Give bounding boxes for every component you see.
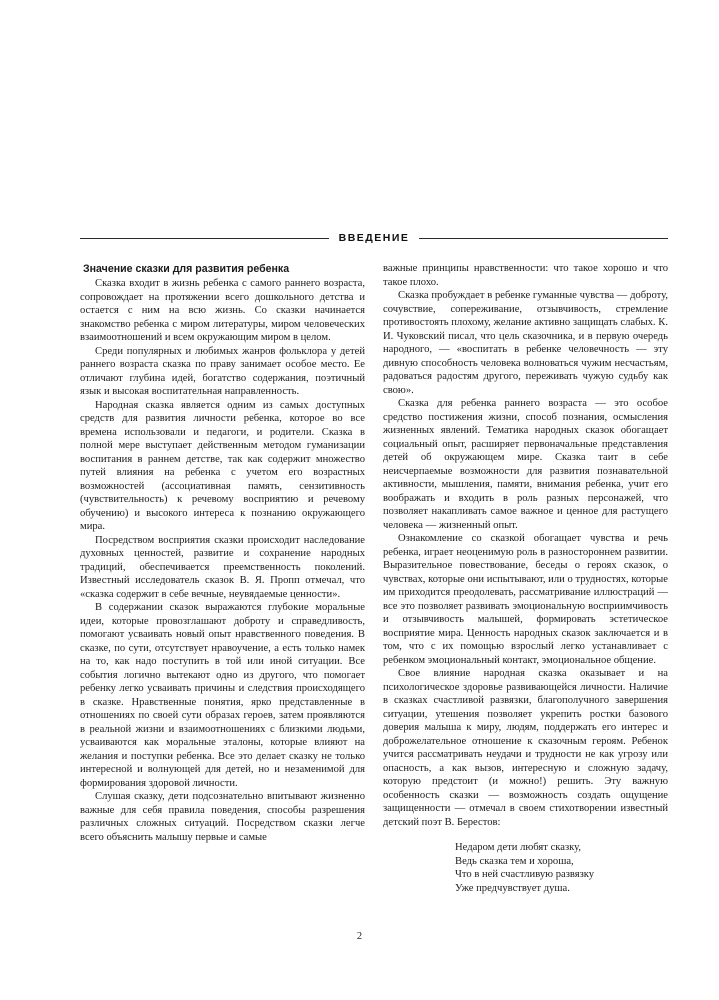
poem-line: Уже предчувствует душа. — [455, 882, 570, 894]
paragraph-continuation: важные принципы нравственности: что такое хорошо и что такое плохо. — [383, 263, 668, 288]
paragraph: Ознакомление со сказкой обогащает чувства и речь ребенка, играет неоценимую роль в разностороннем развитии. Выразительное повествование, беседы о героях сказок, о чувствах, которые они испытывают, или о трудностях, которые им приходится преодолевать, рассматривание иллюстраций — все это позволяет развивать эмоциональную восприимчивость и отзывчивость малышей, формировать эстетическое восприятие мира. Ценность народных сказок заключается и в том, что с их помощью взрослый легко устанавливает с ребенком эмоциональный контакт, эмоциональное общение. — [383, 533, 668, 666]
poem-line: Недаром дети любят сказку, — [455, 842, 582, 853]
paragraph: Сказка пробуждает в ребенке гуманные чувства — доброту, сочувствие, сопереживание, отзывчивость, стремление противостоять плохому, желание активно защищать слабых. К. И. Чуковский писал, что цель сказочника, и в первую очередь народного, — «воспитать в ребенке человечность — эту дивную способность человека волноваться чужим несчастьям, радоваться радостям другого, переживать чужую судьбу как свою». — [383, 290, 668, 396]
paragraph: Народная сказка является одним из самых доступных средств для развития личности ребенка, которое во все времена использовали и педагоги, и родители. Сказка в полной мере выступает действенным методом гуманизации воспитания в раннем детстве, так как содержит множество путей влияния на ребенка с учетом его возрастных возможностей (ассоциативная память, сензитивность (чувствительность) к речевому восприятию и речевому обучению) и высокого интереса к познанию окружающего мира. — [80, 399, 365, 532]
header-rule-right — [419, 238, 668, 239]
page-content — [80, 231, 668, 895]
paragraph: Посредством восприятия сказки происходит наследование духовных ценностей, развитие и сохранение народных традиций, обеспечивается преемственность поколений. Известный исследователь сказок В. Я. Пропп отмечал, что «сказка содержит в себе вечные, неувядаемые ценности». — [80, 534, 365, 600]
paragraph: Сказка для ребенка раннего возраста — это особое средство постижения жизни, способ познания, осмысления жизненных явлений. Тематика народных сказок обогащает социальный опыт, расширяет первоначальные представления детей об окружающем мире. Сказка таит в себе неисчерпаемые возможности для развития познавательной активности, мышления, памяти, внимания ребенка, учит его воображать и входить в роль разных персонажей, что позволяет накапливать самое важное и ценное для растущего человека — жизненный опыт. — [383, 398, 668, 531]
two-column-text — [80, 262, 668, 895]
paragraph: Свое влияние народная сказка оказывает и на психологическое здоровье развивающейся личности. Наличие в сказках счастливой развязки, благополучного завершения ситуации, утешения позволяет укрепить ростки базового доверия малыша к миру, людям, поддержать его интерес и доброжелательное отношение к сказочным героям. Ребенок учится рассматривать неудачи и трудности не как угрозу или опасность, а как вызов, интересную и сложную задачу, которую предстоит (и можно!) решить. Эту важную особенность сказки — возможность создать ощущение защищенности — отмечал в своем стихотворении известный детский поэт В. Берестов: — [383, 668, 668, 828]
left-column — [80, 262, 365, 895]
paragraph: Сказка входит в жизнь ребенка с самого раннего возраста, сопровождает на протяжении всего дошкольного детства и остается с ним на всю жизнь. Со сказки начинается знакомство ребенка с миром литературы, миром человеческих взаимоотношений и всем окружающим миром в целом. — [80, 278, 365, 343]
page-number: 2 — [356, 931, 363, 942]
poem — [455, 841, 668, 895]
chapter-heading: Значение сказки для развития ребенка — [83, 263, 290, 275]
header-rule-left — [80, 238, 329, 239]
poem-line: Ведь сказка тем и хороша, — [455, 855, 574, 867]
paragraph: В содержании сказок выражаются глубокие моральные идеи, которые провозглашают доброту и справедливость, помогают усваивать новый опыт нравственного поведения. В сказке, по сути, отсутствует нравоучение, а есть только намек на то, как надо поступить в той или иной ситуации. Все события логично вытекают одно из другого, что помогает ребенку легко усваивать причины и следствия происходящего в сказке. Нравственные понятия, ярко представленные в отношениях по своей сути образах героев, затем проявляются в реальной жизни и взаимоотношениях с близкими людьми, усваиваются как моральные эталоны, которые влияют на желания и поступки ребенка. Все это делает сказку не только интересной и волнующей для детей, но и незаменимой для формирования здоровой личности. — [80, 602, 365, 789]
section-header — [80, 231, 668, 245]
right-column — [383, 262, 668, 895]
paragraph: Слушая сказку, дети подсознательно впитывают жизненно важные для себя правила поведения, способы разрешения различных сложных ситуаций. Посредством сказки легче всего объяснить малышу первые и самые — [80, 791, 365, 843]
poem-line: Что в ней счастливую развязку — [455, 869, 595, 880]
section-title: ВВЕДЕНИЕ — [338, 232, 410, 244]
paragraph: Среди популярных и любимых жанров фольклора у детей раннего возраста сказка по праву занимает особое место. Ее отличают глубина идей, богатство содержания, поэтичный язык и высокая воспитательная направленность. — [80, 345, 365, 397]
